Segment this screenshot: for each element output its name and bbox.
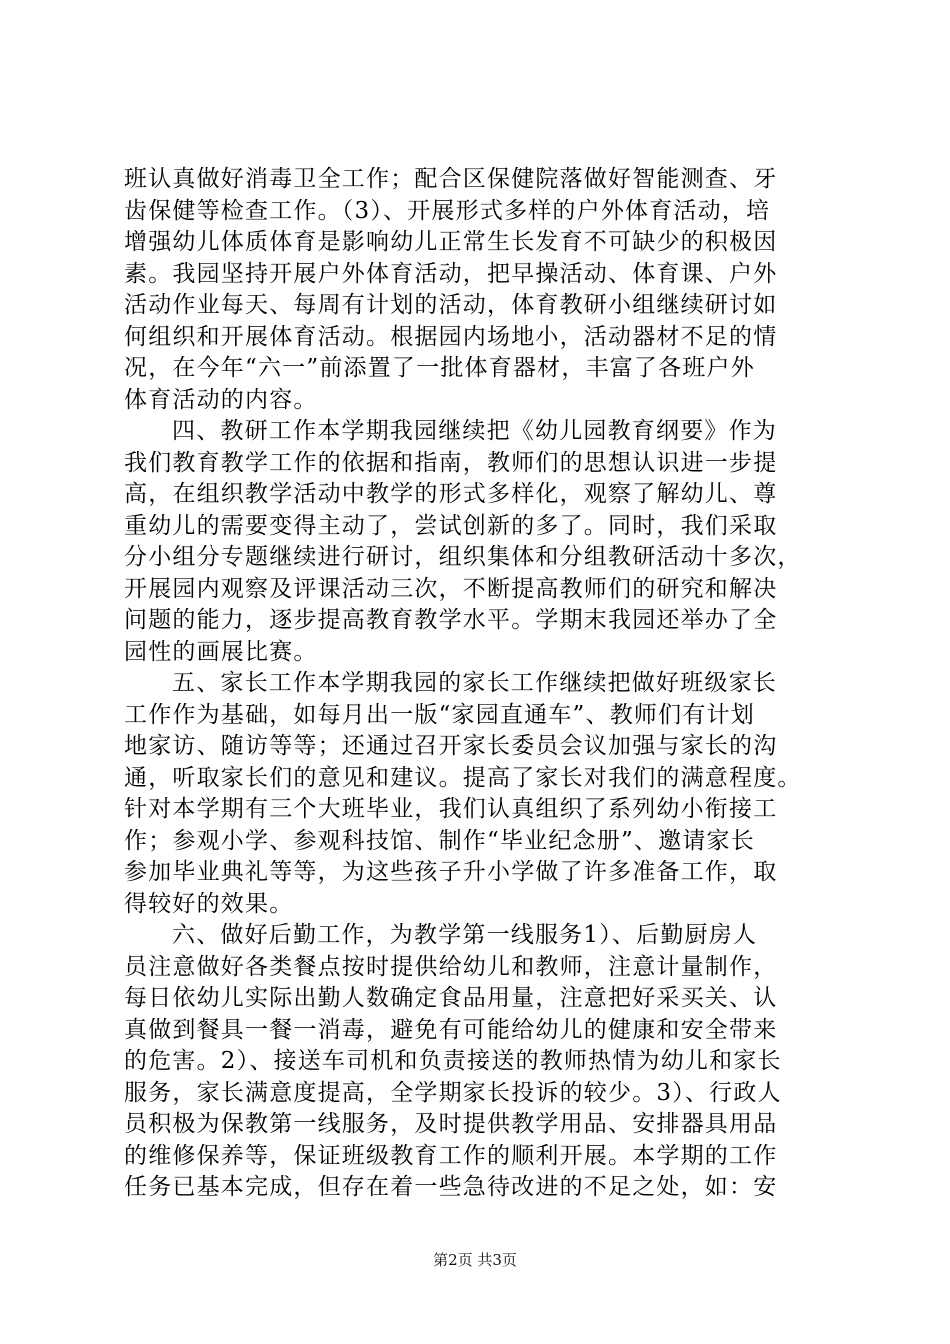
- text-line: 的危害。2）、接送车司机和负责接送的教师热情为幼儿和家长: [124, 1048, 782, 1074]
- text-line: 开展园内观察及评课活动三次，不断提高教师们的研究和解决: [124, 575, 778, 602]
- text-line: 每日依幼儿实际出勤人数确定食品用量，注意把好采买关、认: [124, 985, 778, 1011]
- text-line: 员积极为保教第一线服务，及时提供教学用品、安排器具用品: [124, 1111, 778, 1137]
- text-line: 任务已基本完成，但存在着一些急待改进的不足之处，如：安: [124, 1174, 778, 1200]
- text-line: 员注意做好各类餐点按时提供给幼儿和教师，注意计量制作，: [124, 953, 778, 980]
- text-line: 齿保健等检查工作。（3）、开展形式多样的户外体育活动，培: [124, 197, 771, 224]
- text-line: 素。我园坚持开展户外体育活动，把早操活动、体育课、户外: [124, 260, 778, 287]
- body-text: [124, 164, 830, 1204]
- text-line: 真做到餐具一餐一消毒，避免有可能给幼儿的健康和安全带来: [124, 1016, 778, 1043]
- text-line: 服务，家长满意度提高，全学期家长投诉的较少。3）、行政人: [124, 1079, 782, 1106]
- text-line: 体育活动的内容。: [124, 386, 318, 413]
- text-line: 分小组分专题继续进行研讨，组织集体和分组教研活动十多次，: [124, 544, 802, 570]
- text-line: 得较好的效果。: [124, 890, 294, 917]
- text-line: 重幼儿的需要变得主动了，尝试创新的多了。同时，我们采取: [124, 512, 778, 539]
- text-line: 工作作为基础，如每月出一版“家园直通车”、教师们有计划: [124, 701, 755, 728]
- text-line: 增强幼儿体质体育是影响幼儿正常生长发育不可缺少的积极因: [124, 229, 778, 255]
- text-line: 问题的能力，逐步提高教育教学水平。学期末我园还举办了全: [124, 607, 778, 633]
- text-line: 班认真做好消毒卫全工作；配合区保健院落做好智能测查、牙: [124, 166, 778, 192]
- text-line: 参加毕业典礼等等，为这些孩子升小学做了许多准备工作，取: [124, 859, 778, 885]
- text-line: 作；参观小学、参观科技馆、制作“毕业纪念册”、邀请家长: [124, 827, 755, 854]
- text-line: 通，听取家长们的意见和建议。提高了家长对我们的满意程度。: [124, 764, 802, 791]
- page-footer: 第2页 共3页: [433, 1251, 517, 1269]
- text-line: 活动作业每天、每周有计划的活动，体育教研小组继续研讨如: [124, 292, 778, 318]
- text-line: 园性的画展比赛。: [124, 638, 318, 665]
- text-line: 地家访、随访等等；还通过召开家长委员会议加强与家长的沟: [124, 733, 778, 759]
- text-line: 高，在组织教学活动中教学的形式多样化，观察了解幼儿、尊: [124, 481, 778, 507]
- section-heading-line: 六、做好后勤工作，为教学第一线服务1）、后勤厨房人: [172, 922, 758, 948]
- text-line: 的维修保养等，保证班级教育工作的顺利开展。本学期的工作: [124, 1142, 778, 1169]
- text-line: 何组织和开展体育活动。根据园内场地小，活动器材不足的情: [124, 323, 778, 350]
- text-line: 我们教育教学工作的依据和指南，教师们的思想认识进一步提: [124, 449, 778, 476]
- section-heading-line: 四、教研工作本学期我园继续把《幼儿园教育纲要》作为: [172, 418, 777, 444]
- section-heading-line: 五、家长工作本学期我园的家长工作继续把做好班级家长: [172, 670, 777, 696]
- text-line: 针对本学期有三个大班毕业，我们认真组织了系列幼小衔接工: [124, 796, 778, 822]
- text-line: 况，在今年“六一”前添置了一批体育器材，丰富了各班户外: [124, 355, 755, 381]
